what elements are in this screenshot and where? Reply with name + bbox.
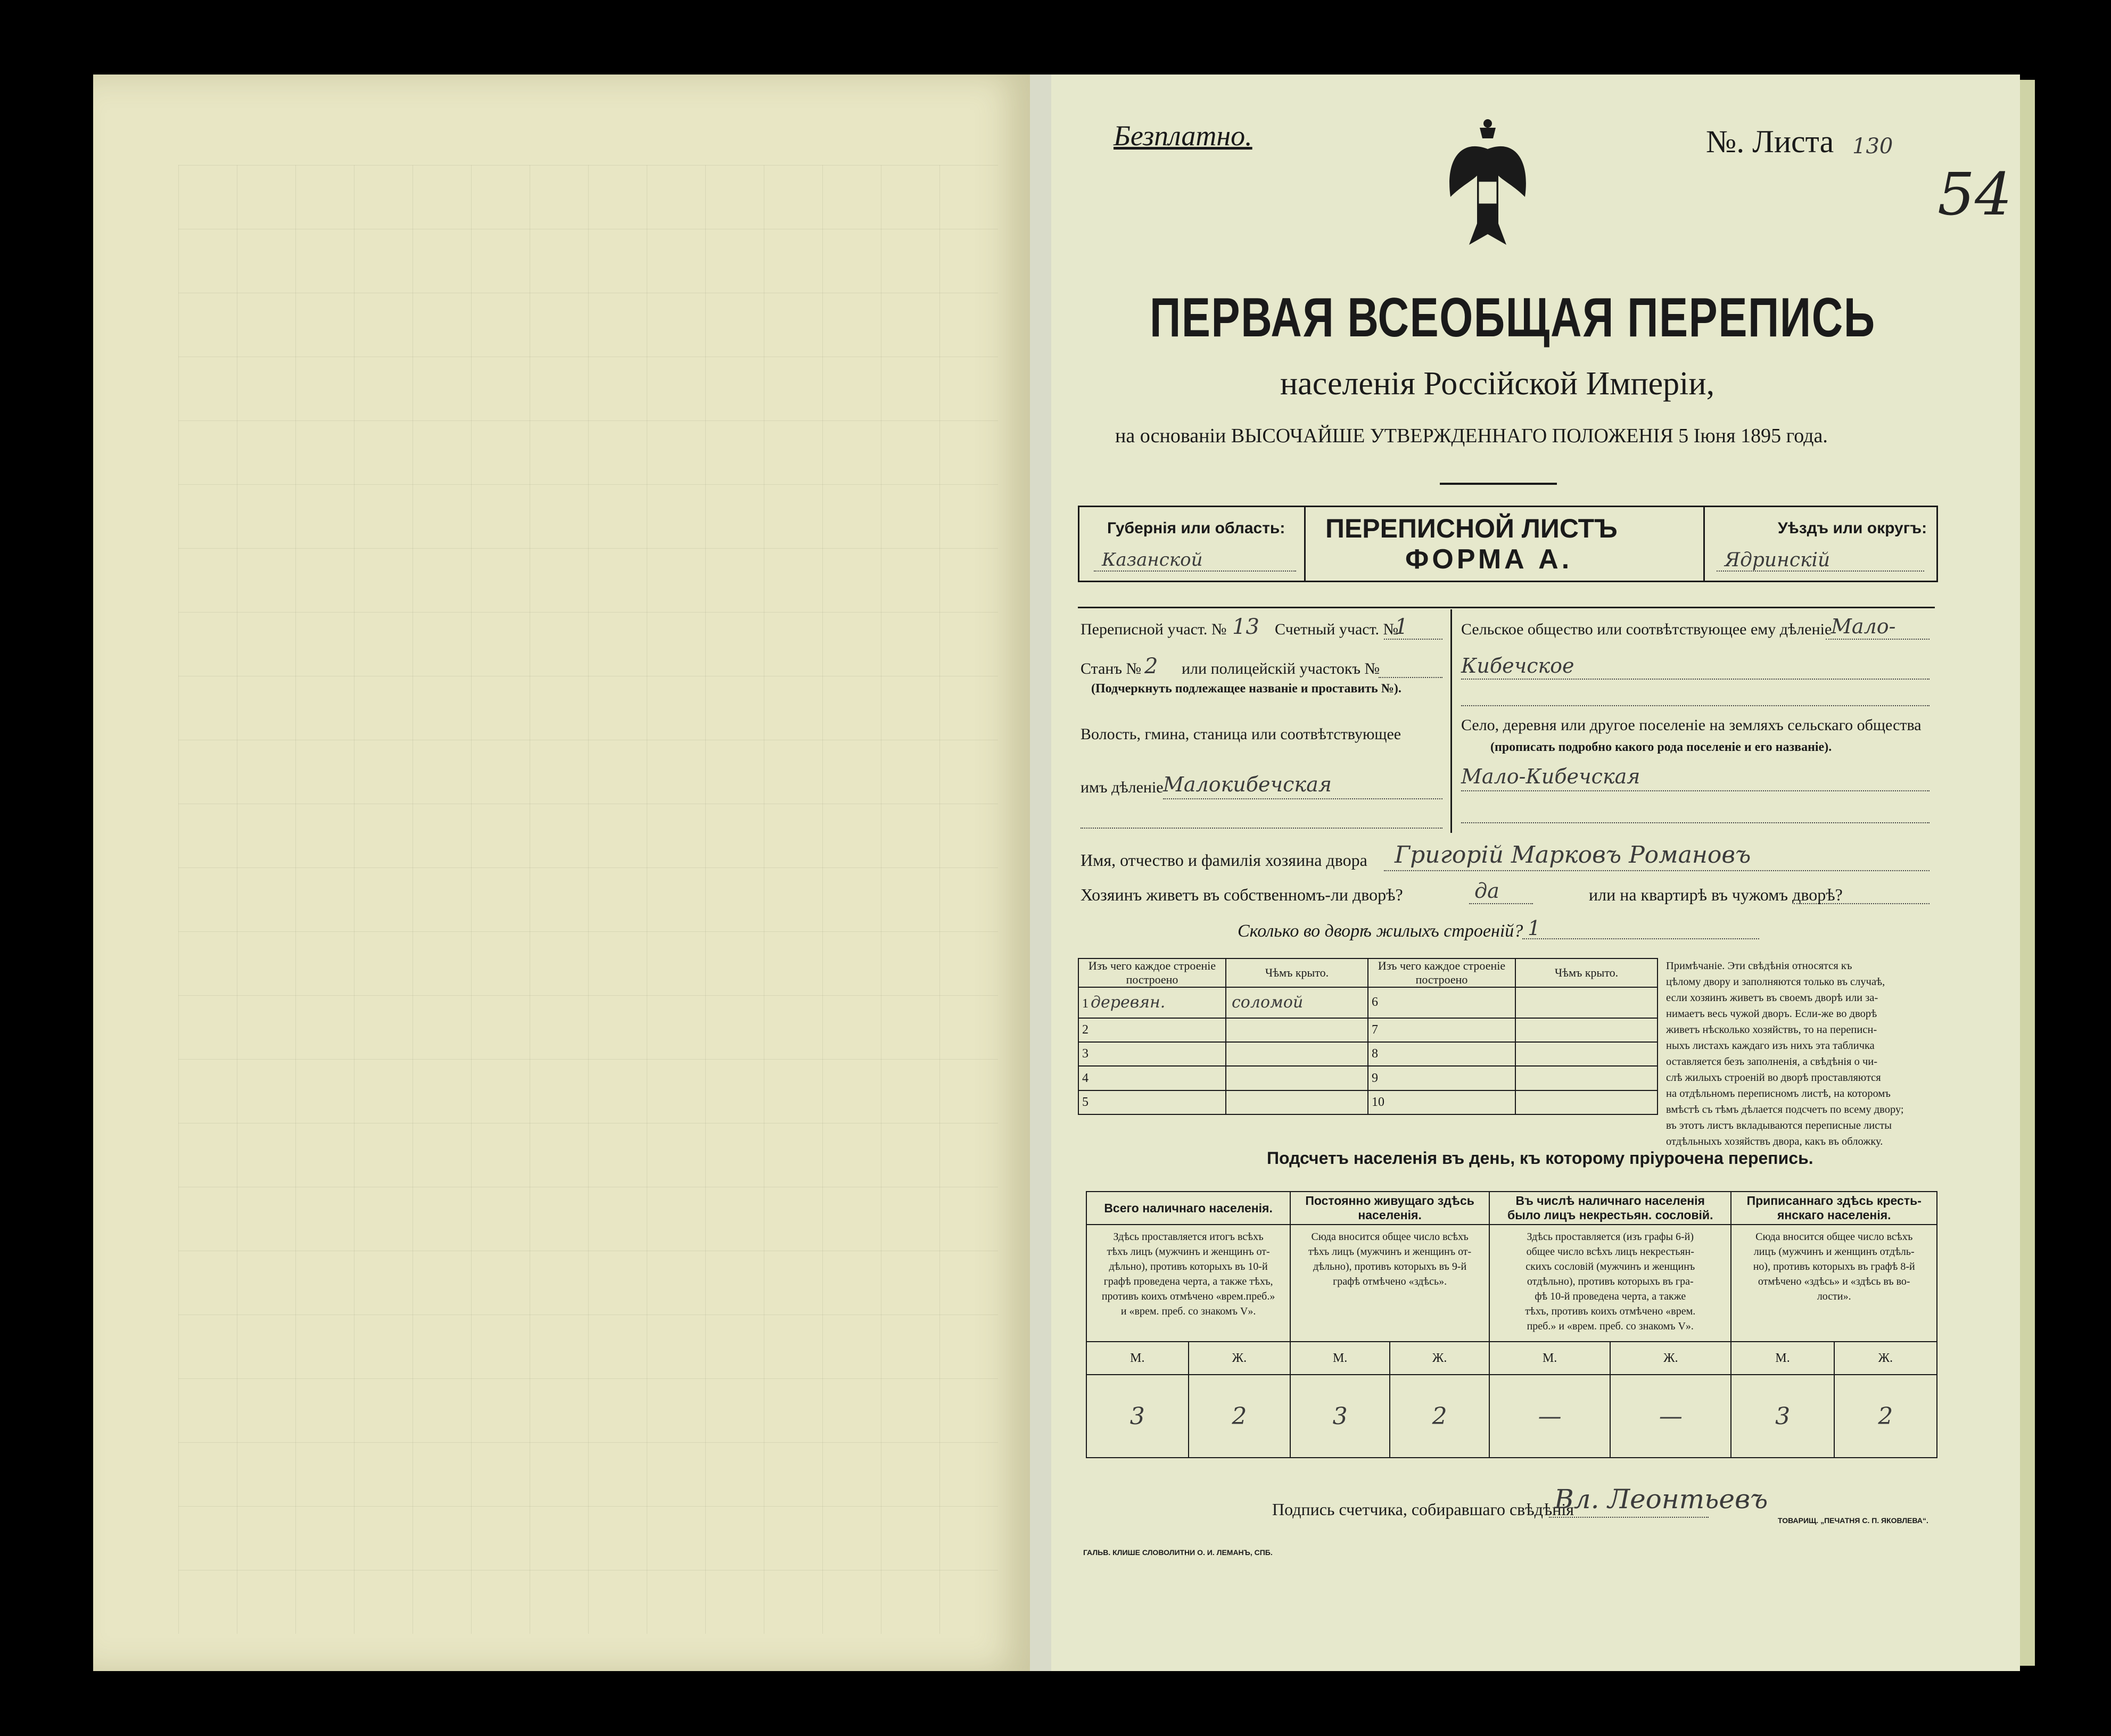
note-line: на отдѣльномъ переписномъ листѣ, на которомъ <box>1666 1088 1891 1100</box>
note-line: живетъ нѣсколько хозяйствъ, то на переписн- <box>1666 1024 1877 1036</box>
ornament-divider <box>1440 483 1557 485</box>
page-edge <box>2020 80 2035 1666</box>
note-line: оставляется безъ заполненія, а свѣдѣнія о чи- <box>1666 1056 1878 1068</box>
header-line: Постоянно живущаго здѣсь <box>1305 1194 1474 1208</box>
col-roof-header: Чѣмъ крыто. <box>1226 958 1368 987</box>
police-note: (Подчеркнуть подлежащее названіе и проставить №). <box>1091 682 1401 696</box>
desc-line: графѣ отмѣчено «здѣсь». <box>1333 1276 1447 1287</box>
census-basis: на основаніи ВЫСОЧАЙШЕ УТВЕРЖДЕННАГО ПОЛОЖЕНІЯ 5 Іюня 1895 года. <box>1115 425 1828 447</box>
table-cell <box>1368 1066 1515 1090</box>
sheet-number-label: №. Листа <box>1706 124 1834 159</box>
desc-line: скихъ сословій (мужчинъ и женщинъ <box>1525 1261 1695 1272</box>
village-note: (прописать подробно какого рода поселеніе и его названіе). <box>1490 740 1832 754</box>
fill-line <box>1469 903 1533 904</box>
fill-line <box>1461 790 1929 791</box>
population-col-header <box>1489 1192 1731 1225</box>
population-table <box>1086 1191 1937 1458</box>
society-label: Сельское общество или соотвѣтствующее ему дѣленіе <box>1461 621 1832 638</box>
fill-line <box>1094 571 1296 572</box>
male-header: М. <box>1290 1342 1390 1375</box>
desc-line: отдѣльно), противъ которыхъ въ гра- <box>1527 1276 1694 1287</box>
note-line: въ этотъ листъ вкладываются переписные листы <box>1666 1120 1892 1131</box>
society-value: Мало- <box>1831 615 1896 638</box>
left-page <box>93 75 1030 1671</box>
note-line: если хозяинъ живетъ въ своемъ дворѣ или за- <box>1666 992 1878 1004</box>
fill-line <box>1522 938 1759 939</box>
row-number: 4 <box>1082 1071 1089 1085</box>
gubernia-value: Казанской <box>1102 549 1203 571</box>
signature-value: Вл. Леонтьевъ <box>1554 1484 1768 1515</box>
note-line: отдѣльныхъ хозяйствъ двора, какъ въ обложку. <box>1666 1136 1883 1147</box>
row-number: 7 <box>1372 1022 1378 1037</box>
desc-line: тѣхъ лицъ (мужчинъ и женщинъ от- <box>1107 1246 1270 1258</box>
census-subtitle: населенія Россійской Имперіи, <box>1280 366 1715 402</box>
lives-label: Хозяинъ живетъ въ собственномъ-ли дворѣ? <box>1081 885 1403 904</box>
form-label: ФОРМА А. <box>1405 544 1573 575</box>
fill-line <box>1549 1517 1709 1518</box>
desc-line: тѣхъ лицъ (мужчинъ и женщинъ от- <box>1308 1246 1472 1258</box>
table-cell <box>1515 1018 1658 1042</box>
sheet-number-value: 130 <box>1852 134 1893 159</box>
row-number: 1 <box>1082 997 1089 1011</box>
table-cell <box>1078 1042 1226 1066</box>
header-line: Въ числѣ наличнаго населенія <box>1515 1194 1705 1208</box>
male-header: М. <box>1086 1342 1189 1375</box>
table-cell <box>1226 1066 1368 1090</box>
stan-label: Станъ № <box>1081 660 1142 677</box>
book-spine <box>1030 75 1051 1671</box>
bleed-through-grid <box>178 165 998 1634</box>
table-cell <box>1368 987 1515 1018</box>
population-col-desc <box>1290 1225 1489 1342</box>
archive-number: 54 <box>1937 160 2012 228</box>
note-line: цѣлому двору и заполняются только въ случаѣ, <box>1666 976 1885 988</box>
population-title: Подсчетъ населенія въ день, къ которому пріурочена перепись. <box>1267 1148 1813 1168</box>
population-col-desc <box>1731 1225 1937 1342</box>
fill-line <box>1379 677 1442 678</box>
male-count: — <box>1489 1375 1610 1458</box>
fill-line <box>1461 679 1929 680</box>
fill-line <box>1717 571 1924 572</box>
desc-line: дѣльно), противъ которыхъ въ 9-й <box>1313 1261 1467 1272</box>
volost-label: Волость, гмина, станица или соотвѣтствующее <box>1081 725 1401 743</box>
row-number: 5 <box>1082 1095 1089 1109</box>
fill-line <box>1461 705 1929 706</box>
row-number: 9 <box>1372 1071 1378 1085</box>
volost-label-2: имъ дѣленіе <box>1081 779 1164 796</box>
population-col-desc <box>1086 1225 1290 1342</box>
signature-label: Подпись счетчика, собиравшаго свѣдѣнія <box>1272 1500 1574 1519</box>
desc-line: преб.» и «врем. преб. со знакомъ V». <box>1527 1320 1694 1332</box>
note-line: ныхъ листахъ каждаго изъ нихъ эта табличка <box>1666 1040 1875 1052</box>
male-count: 3 <box>1086 1375 1189 1458</box>
desc-line: тѣхъ, противъ коихъ отмѣчено «врем. <box>1525 1305 1696 1317</box>
female-header: Ж. <box>1610 1342 1731 1375</box>
uezd-value: Ядринскій <box>1725 549 1830 571</box>
header-line: янскаго населенія. <box>1777 1208 1891 1222</box>
table-cell <box>1515 1090 1658 1114</box>
buildings-table <box>1078 958 1658 1115</box>
village-label: Село, деревня или другое поселеніе на земляхъ сельскаго общества <box>1461 716 1922 734</box>
volost-value: Малокибечская <box>1163 773 1332 796</box>
uezd-label: Уѣздъ или округъ: <box>1778 519 1927 537</box>
female-count: — <box>1610 1375 1731 1458</box>
col-roof-header: Чѣмъ крыто. <box>1515 958 1658 987</box>
desc-line: фѣ 10-й проведена черта, а также <box>1535 1291 1686 1302</box>
header-line: Всего наличнаго населенія. <box>1104 1201 1273 1215</box>
male-count: 3 <box>1731 1375 1834 1458</box>
sheet-title: ПЕРЕПИСНОЙ ЛИСТЪ <box>1325 514 1618 543</box>
table-cell <box>1368 1018 1515 1042</box>
col-material-header: Изъ чего каждое строеніе построено <box>1078 958 1226 987</box>
section-rule <box>1078 607 1935 608</box>
desc-line: но), противъ которыхъ въ графѣ 8-й <box>1753 1261 1915 1272</box>
desc-line: и «врем. преб. со знакомъ V». <box>1120 1305 1256 1317</box>
population-col-header <box>1086 1192 1290 1225</box>
district-label: Переписной участ. № <box>1081 621 1227 638</box>
printer-right: ТОВАРИЩ. „ПЕЧАТНЯ С. П. ЯКОВЛЕВА“. <box>1778 1516 1928 1525</box>
roof-value: соломой <box>1232 993 1304 1012</box>
note-line: Примѣчаніе. Эти свѣдѣнія относятся къ <box>1666 960 1852 972</box>
fill-line <box>1461 822 1929 823</box>
table-cell <box>1226 1042 1368 1066</box>
table-cell <box>1368 1042 1515 1066</box>
male-count: 3 <box>1290 1375 1390 1458</box>
desc-line: лости». <box>1817 1291 1851 1302</box>
desc-line: Сюда вносится общее число всѣхъ <box>1311 1231 1469 1243</box>
column-divider <box>1450 609 1452 833</box>
buildings-value: 1 <box>1528 916 1541 940</box>
desc-line: Здѣсь проставляется (изъ графы 6-й) <box>1527 1231 1694 1243</box>
census-title: ПЕРВАЯ ВСЕОБЩАЯ ПЕРЕПИСЬ <box>1150 287 1876 349</box>
desc-line: противъ коихъ отмѣчено «врем.преб.» <box>1101 1291 1275 1302</box>
female-header: Ж. <box>1189 1342 1291 1375</box>
table-cell <box>1078 1018 1226 1042</box>
male-header: М. <box>1489 1342 1610 1375</box>
row-number: 8 <box>1372 1047 1378 1061</box>
row-number: 6 <box>1372 995 1378 1010</box>
divider <box>1703 506 1705 581</box>
note-line: слѣ жилыхъ строеній во дворѣ проставляются <box>1666 1072 1881 1084</box>
male-header: М. <box>1731 1342 1834 1375</box>
police-label: или полицейскій участокъ № <box>1182 660 1380 677</box>
apartment-label: или на квартирѣ въ чужомъ дворѣ? <box>1589 885 1843 904</box>
female-header: Ж. <box>1390 1342 1489 1375</box>
printer-left: ГАЛЬВ. КЛИШЕ СЛОВОЛИТНИ О. И. ЛЕМАНЪ, СПБ. <box>1083 1548 1273 1557</box>
table-cell <box>1226 1018 1368 1042</box>
desc-line: Здѣсь проставляется итогъ всѣхъ <box>1113 1231 1264 1243</box>
table-cell <box>1515 1066 1658 1090</box>
population-col-desc <box>1489 1225 1731 1342</box>
note-line: вмѣстѣ съ тѣмъ дѣлается подсчетъ по всему двору; <box>1666 1104 1904 1115</box>
gubernia-label: Губернія или область: <box>1107 519 1285 537</box>
desc-line: графѣ проведена черта, а также тѣхъ, <box>1103 1276 1273 1287</box>
desc-line: Сюда вносится общее число всѣхъ <box>1755 1231 1913 1243</box>
owner-name-label: Имя, отчество и фамилія хозяина двора <box>1081 850 1367 870</box>
table-cell <box>1078 1090 1226 1114</box>
owner-name-value: Григорій Марковъ Романовъ <box>1395 841 1751 869</box>
female-count: 2 <box>1390 1375 1489 1458</box>
village-value: Мало-Кибечская <box>1461 765 1640 788</box>
divider <box>1304 506 1306 581</box>
note-line: нимаетъ весь чужой дворъ. Если-же во дворѣ <box>1666 1008 1877 1020</box>
fill-line <box>1384 639 1442 640</box>
fill-line <box>1826 639 1929 640</box>
stan-value: 2 <box>1144 654 1158 679</box>
desc-line: дѣльно), противъ которыхъ въ 10-й <box>1109 1261 1268 1272</box>
fill-line <box>1794 903 1929 904</box>
table-cell <box>1226 1090 1368 1114</box>
free-label: Безплатно. <box>1114 120 1252 152</box>
count-value: 1 <box>1395 615 1408 639</box>
count-label: Счетный участ. № <box>1275 621 1399 638</box>
col-material-header: Изъ чего каждое строеніе построено <box>1368 958 1515 987</box>
fill-line <box>1081 828 1442 829</box>
table-cell <box>1078 987 1226 1018</box>
female-count: 2 <box>1189 1375 1291 1458</box>
header-line: было лицъ некрестьян. сословій. <box>1507 1208 1713 1222</box>
table-cell <box>1515 987 1658 1018</box>
header-line: Приписаннаго здѣсь кресть- <box>1746 1194 1922 1208</box>
imperial-eagle-icon <box>1440 117 1536 266</box>
table-cell <box>1226 987 1368 1018</box>
district-value: 13 <box>1232 615 1259 639</box>
buildings-note <box>1666 958 1943 1150</box>
desc-line: отмѣчено «здѣсь» и «здѣсь въ во- <box>1758 1276 1910 1287</box>
female-header: Ж. <box>1834 1342 1937 1375</box>
society-value-2: Кибечское <box>1461 654 1574 677</box>
row-number: 3 <box>1082 1047 1089 1061</box>
header-line: населенія. <box>1358 1208 1422 1222</box>
desc-line: лицъ (мужчинъ и женщинъ отдѣль- <box>1753 1246 1915 1258</box>
table-cell <box>1078 1066 1226 1090</box>
table-cell <box>1515 1042 1658 1066</box>
population-col-header <box>1290 1192 1489 1225</box>
row-number: 2 <box>1082 1022 1089 1037</box>
desc-line: общее число всѣхъ лицъ некрестьян- <box>1526 1246 1694 1258</box>
fill-line <box>1163 798 1442 799</box>
material-value: деревян. <box>1091 993 1166 1012</box>
lives-value: да <box>1474 879 1499 903</box>
female-count: 2 <box>1834 1375 1937 1458</box>
population-col-header <box>1731 1192 1937 1225</box>
buildings-label: Сколько во дворѣ жилыхъ строеній? <box>1238 921 1523 941</box>
fill-line <box>1384 870 1929 871</box>
table-cell <box>1368 1090 1515 1114</box>
row-number: 10 <box>1372 1095 1384 1109</box>
